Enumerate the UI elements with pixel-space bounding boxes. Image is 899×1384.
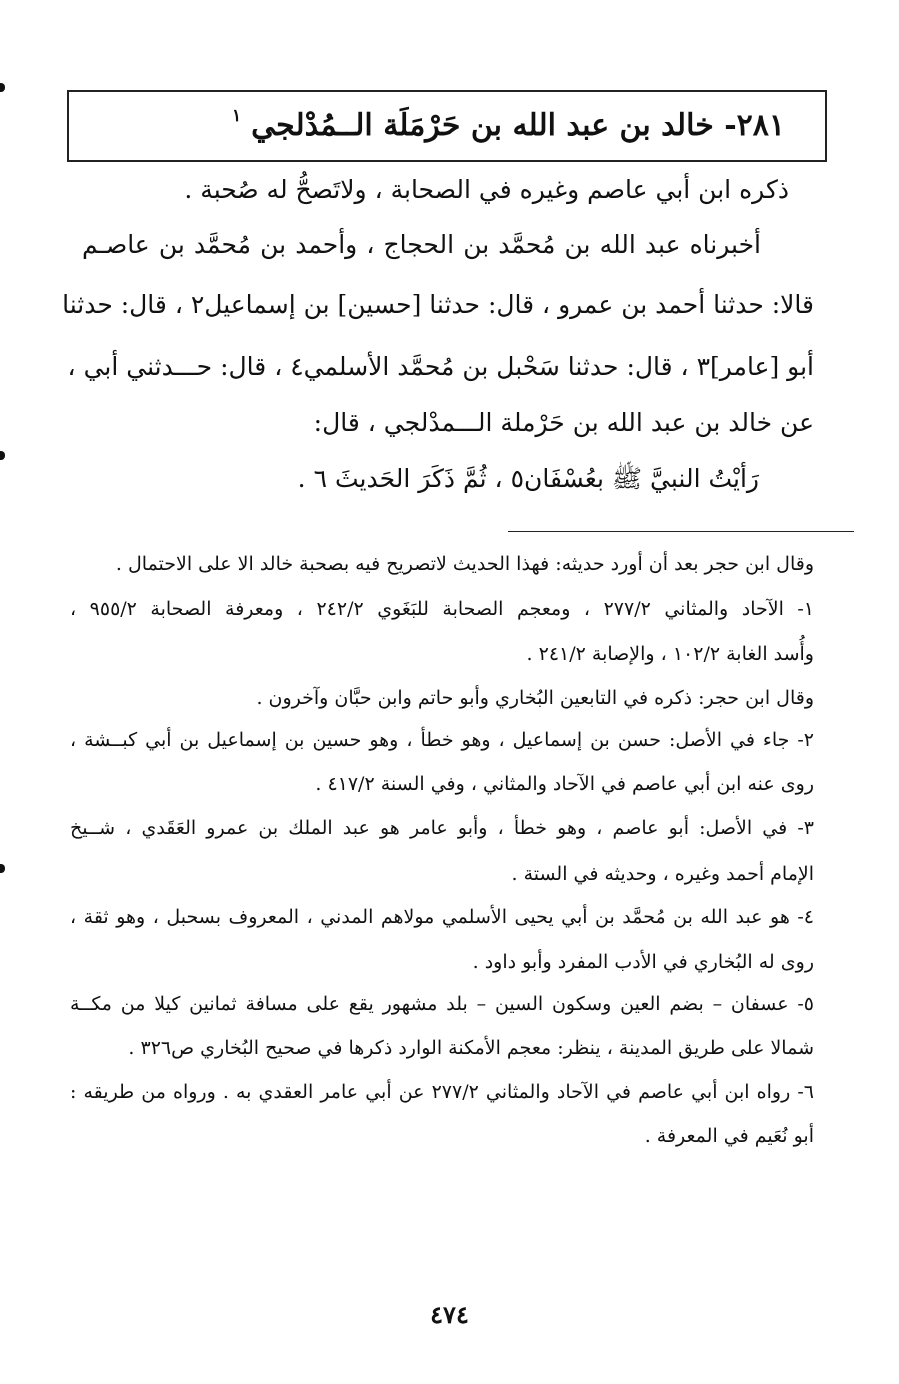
heading-footnote-ref: ١ xyxy=(231,106,242,126)
footnote-line: ٣- في الأصل: أبو عاصم ، وهو خطأ ، وأبو عامر هو عبد الملك بن عمرو العَقَدي ، شــيخ xyxy=(70,817,814,839)
footnote-line: وقال ابن حجر: ذكره في التابعين البُخاري وأبو حاتم وابن حبَّان وآخرون . xyxy=(256,687,814,709)
footnote-line: وقال ابن حجر بعد أن أورد حديثه: فهذا الحديث لاتصريح فيه بصحبة خالد الا على الاحتمال . xyxy=(115,553,814,575)
footnote-line: ٤- هو عبد الله بن مُحمَّد بن أبي يحيى الأسلمي مولاهم المدني ، المعروف بسحبل ، وهو ثقة ، xyxy=(70,906,814,928)
body-line: رَأيْتُ النبيَّ ﷺ بعُسْفَان٥ ، ثُمَّ ذَكَرَ الحَديثَ ٦ . xyxy=(297,464,759,493)
entry-heading-box xyxy=(67,90,827,162)
footnote-separator xyxy=(508,531,854,532)
footnote-line: روى له البُخاري في الأدب المفرد وأبو داود . xyxy=(472,951,814,973)
footnote-line: وأُسد الغابة ١٠٢/٢ ، والإصابة ٢٤١/٢ . xyxy=(526,643,814,665)
body-line: أخبرناه عبد الله بن مُحمَّد بن الحجاج ، وأحمد بن مُحمَّد بن عاصـم xyxy=(82,230,761,259)
footnote-line: ٥- عسفان – بضم العين وسكون السين – بلد مشهور يقع على مسافة ثمانين كيلا من مكــة xyxy=(70,993,814,1015)
footnote-line: ٦- رواه ابن أبي عاصم في الآحاد والمثاني ٢٧٧/٢ عن أبي عامر العقدي به . ورواه من طريقه : xyxy=(70,1081,814,1103)
edge-mark xyxy=(0,864,5,873)
footnote-line: ٢- جاء في الأصل: حسن بن إسماعيل ، وهو خطأ ، وهو حسين بن إسماعيل بن أبي كبــشة ، xyxy=(70,729,814,751)
entry-heading xyxy=(232,106,785,143)
page-number: ٤٧٤ xyxy=(430,1300,469,1329)
footnote-line: شمالا على طريق المدينة ، ينظر: معجم الأمكنة الوارد ذكرها في صحيح البُخاري ص٣٢٦ . xyxy=(128,1037,814,1059)
body-line: أبو [عامر]٣ ، قال: حدثنا سَحْبل بن مُحمَّد الأسلمي٤ ، قال: حـــدثني أبي ، xyxy=(67,352,814,381)
edge-mark xyxy=(0,451,5,460)
footnote-line: الإمام أحمد وغيره ، وحديثه في الستة . xyxy=(511,863,814,885)
edge-mark xyxy=(0,83,5,92)
footnote-line: ١- الآحاد والمثاني ٢٧٧/٢ ، ومعجم الصحابة للبَغَوي ٢٤٢/٢ ، ومعرفة الصحابة ٩٥٥/٢ ، xyxy=(70,598,815,620)
body-line: عن خالد بن عبد الله بن حَرْملة الـــمدْلجي ، قال: xyxy=(313,408,814,437)
entry-heading-text: ٢٨١- خالد بن عبد الله بن حَرْمَلَة الــمُدْلجي xyxy=(251,108,785,143)
body-line: قالا: حدثنا أحمد بن عمرو ، قال: حدثنا [حسين] بن إسماعيل٢ ، قال: حدثنا xyxy=(62,290,814,319)
footnote-line: روى عنه ابن أبي عاصم في الآحاد والمثاني ، وفي السنة ٤١٧/٢ . xyxy=(315,773,814,795)
body-line: ذكره ابن أبي عاصم وغيره في الصحابة ، ولاتَصحُّ له صُحبة . xyxy=(184,175,789,204)
footnote-line: أبو نُعَيم في المعرفة . xyxy=(644,1125,814,1147)
